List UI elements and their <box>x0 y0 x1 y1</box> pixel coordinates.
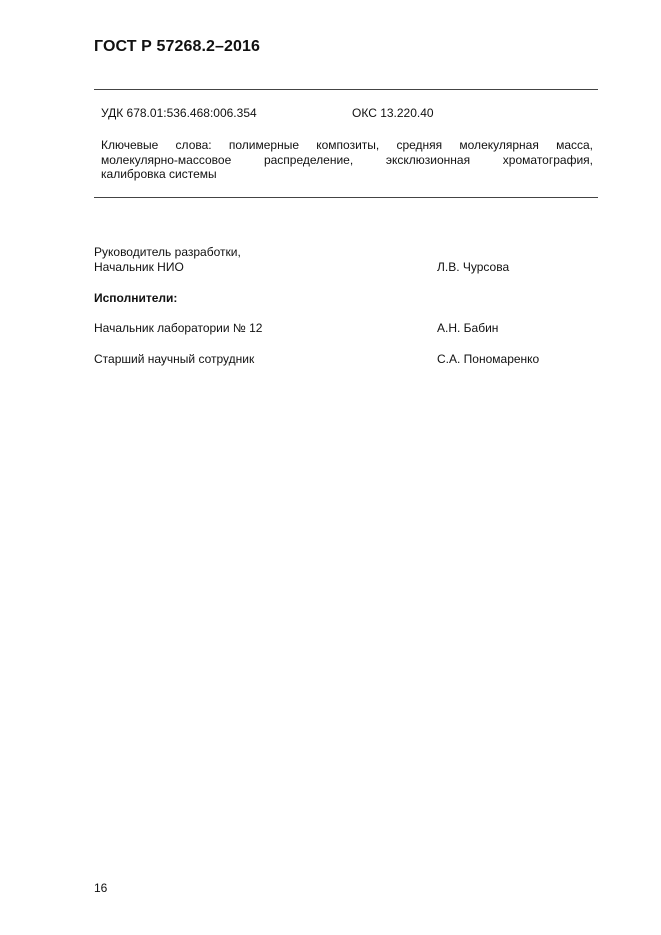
executor-name-2: С.А. Пономаренко <box>437 352 540 366</box>
keywords-line-1: Ключевые слова: полимерные композиты, средняя молекулярная масса, <box>101 138 593 152</box>
lead-role <box>94 245 241 274</box>
keywords-line-3: калибровка системы <box>101 167 217 181</box>
bottom-divider <box>94 197 598 198</box>
executors-heading: Исполнители: <box>94 291 178 305</box>
page-number: 16 <box>94 881 108 895</box>
keywords-block <box>101 138 593 182</box>
lead-role-line-2: Начальник НИО <box>94 259 184 274</box>
top-divider <box>94 89 598 90</box>
keywords-line-2: молекулярно-массовое распределение, эксклюзионная хроматография, <box>101 152 593 167</box>
lead-role-line-1: Руководитель разработки, <box>94 245 241 259</box>
executor-role-1: Начальник лаборатории № 12 <box>94 321 263 335</box>
executor-name-1: А.Н. Бабин <box>437 321 499 335</box>
lead-name: Л.В. Чурсова <box>437 260 510 274</box>
document-header-title: ГОСТ Р 57268.2–2016 <box>94 38 261 55</box>
udk-code: УДК 678.01:536.468:006.354 <box>101 106 257 120</box>
oks-code: ОКС 13.220.40 <box>352 106 434 120</box>
executor-role-2: Старший научный сотрудник <box>94 352 255 366</box>
